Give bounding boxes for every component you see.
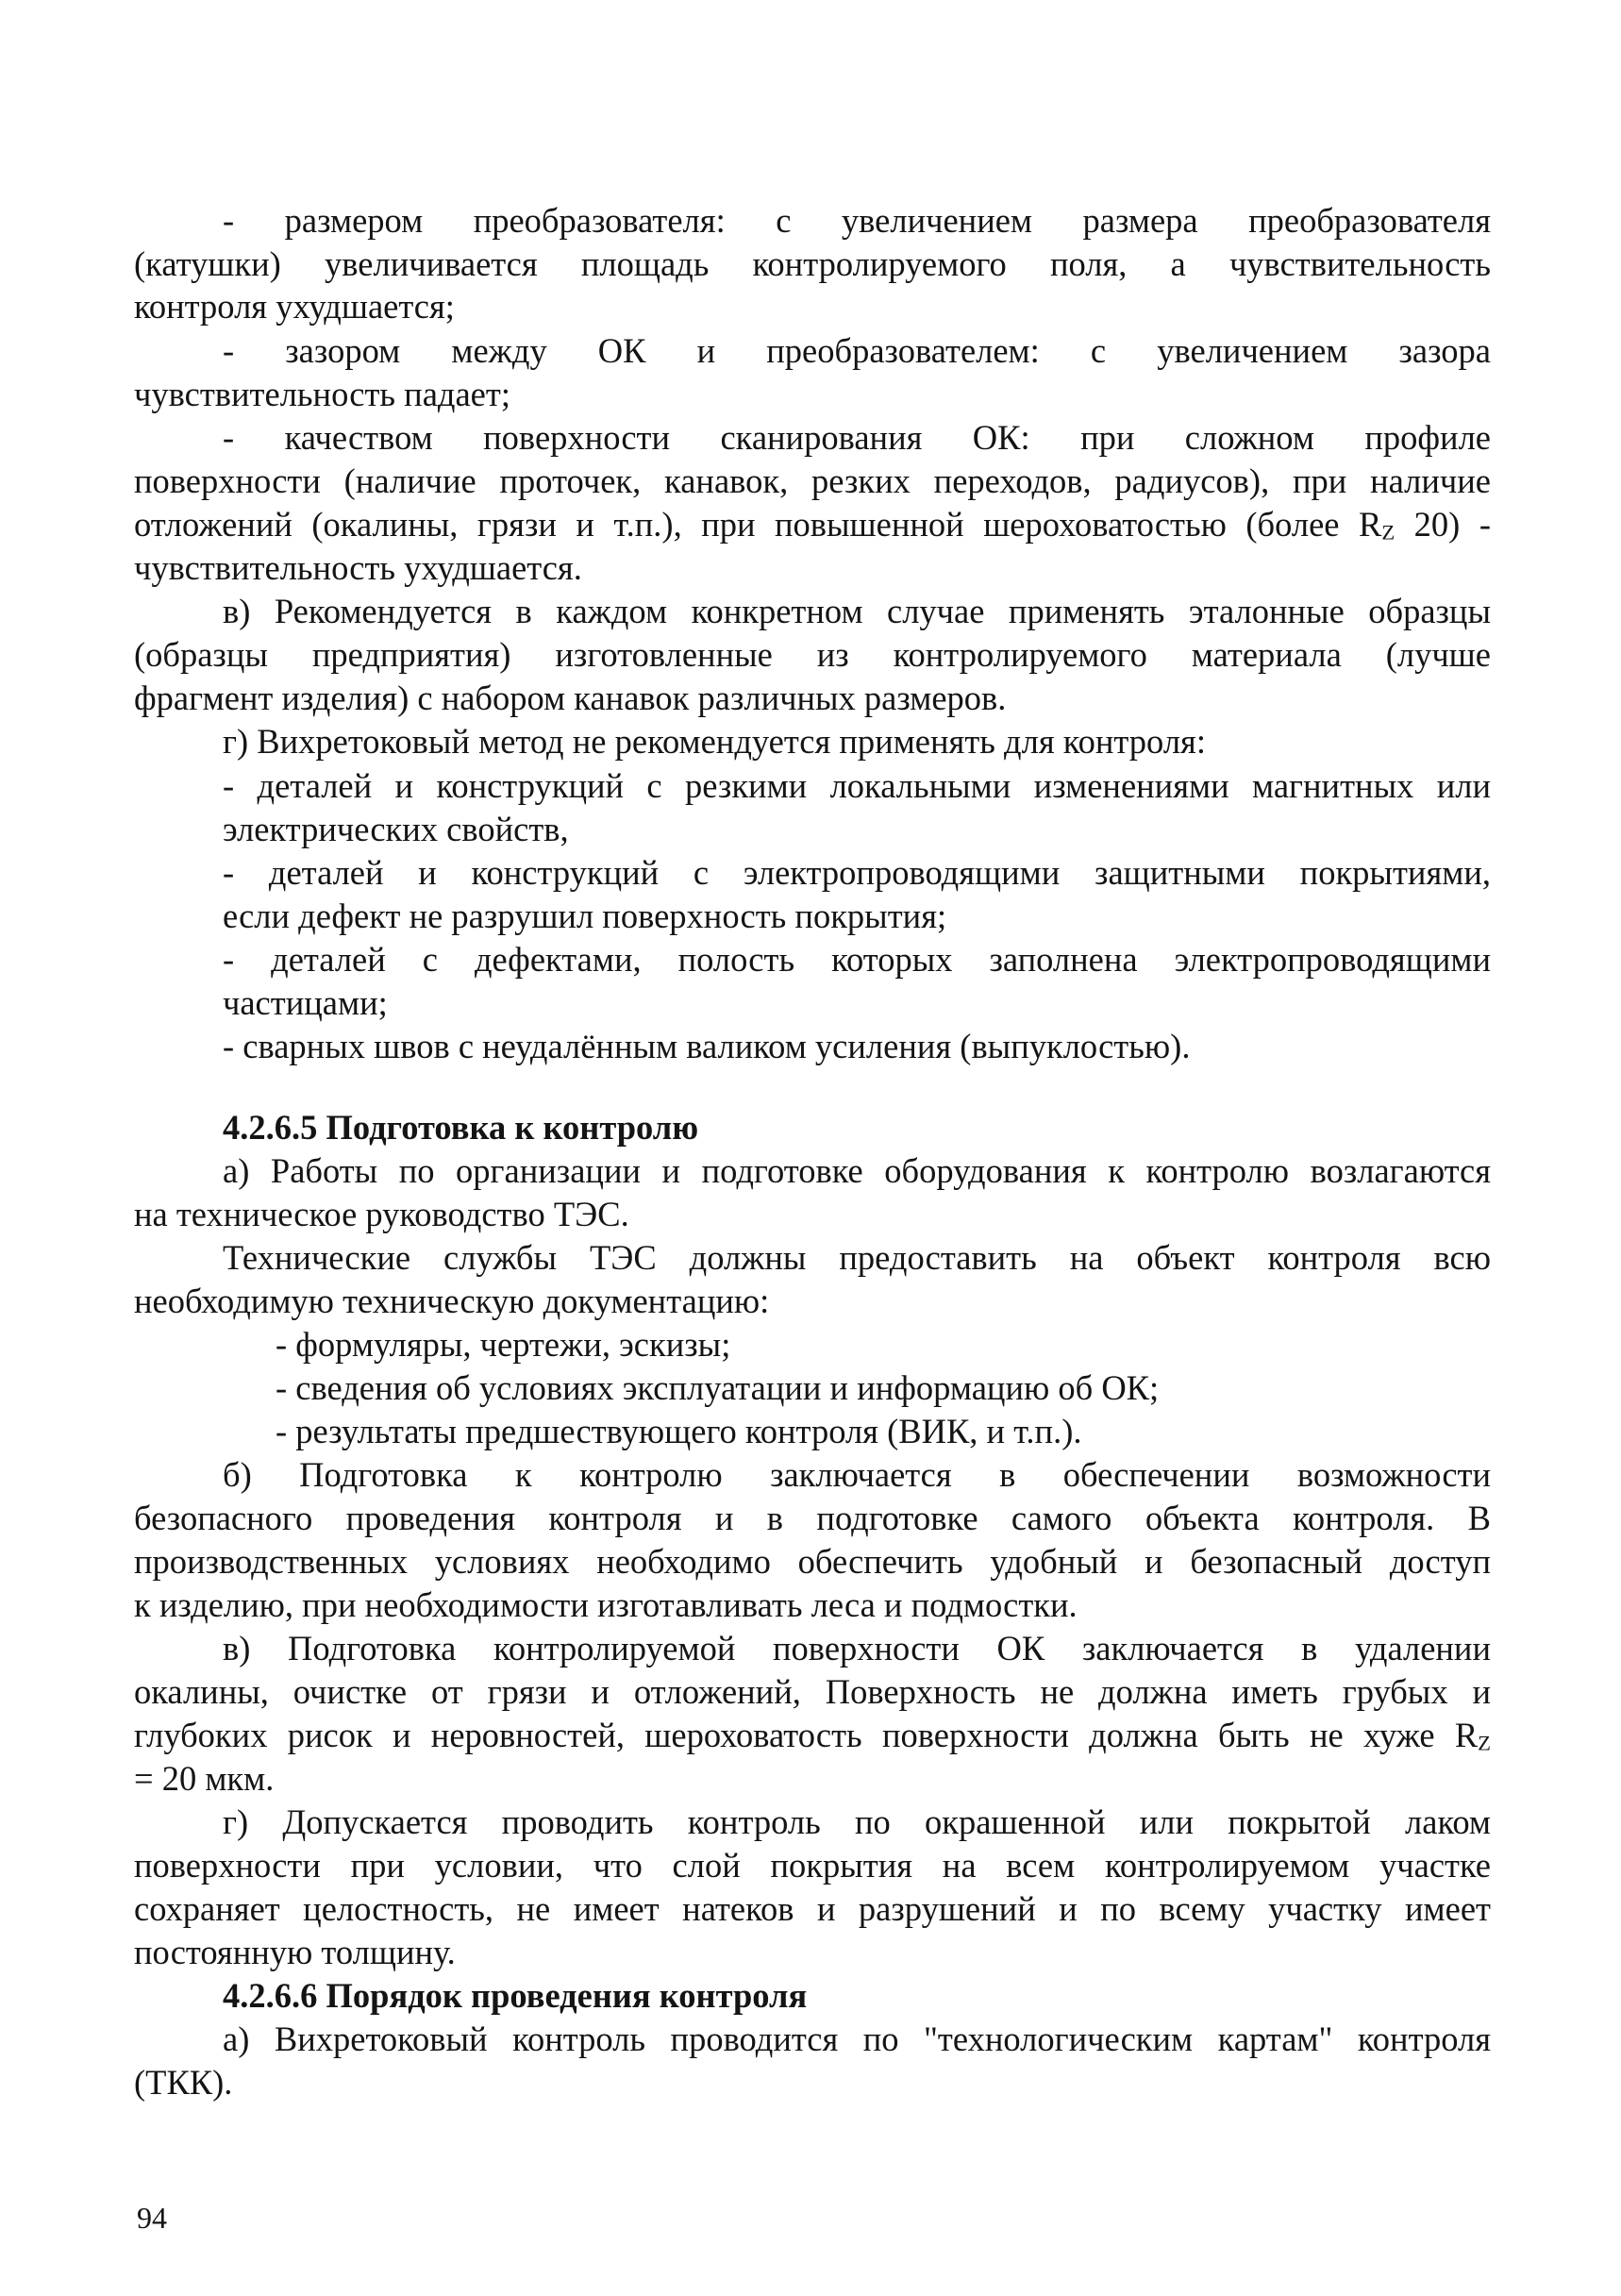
section-heading: 4.2.6.5 Подготовка к контролю [223,1108,699,1147]
text-line: фрагмент изделия) с набором канавок различных размеров. [134,679,1007,717]
text-line: - деталей с дефектами, полость которых заполнена электропроводящими [223,940,1491,979]
list-item: - сведения об условиях эксплуатации и информацию об ОК; [276,1368,1160,1407]
text-line: Технические службы ТЭС должны предоставить на объект контроля всю [223,1238,1491,1277]
text-line: г) Допускается проводить контроль по окрашенной или покрытой лаком [223,1802,1491,1841]
list-item: - результаты предшествующего контроля (ВИК, и т.п.). [276,1412,1082,1450]
text-line: - деталей и конструкций с электропроводящими защитными покрытиями, [223,853,1491,892]
text-line [134,1714,1491,1757]
text-line: = 20 мкм. [134,1759,275,1798]
subscript: Z [1381,520,1395,545]
text-line: а) Работы по организации и подготовке оборудования к контролю возлагаются [223,1151,1491,1190]
text-line: (ТКК). [134,2063,233,2102]
text-line: необходимую техническую документацию: [134,1282,770,1320]
text-line: - деталей и конструкций с резкими локальными изменениями магнитных или [223,766,1491,805]
text-line: - размером преобразователя: с увеличением размера преобразователя [223,201,1491,240]
text-line [134,503,1491,546]
text-line: чувствительность ухудшается. [134,548,582,587]
text-line: - качеством поверхности сканирования ОК: при сложном профиле [223,418,1491,457]
subscript: Z [1478,1731,1491,1755]
text-line: г) Вихретоковый метод не рекомендуется применять для контроля: [223,722,1206,761]
text-line: окалины, очистке от грязи и отложений, Поверхность не должна иметь грубых и [134,1672,1491,1711]
text-line: в) Подготовка контролируемой поверхности ОК заключается в удалении [223,1629,1491,1668]
text-line: поверхности (наличие проточек, канавок, резких переходов, радиусов), при наличие [134,461,1491,500]
text-line: частицами; [223,983,388,1022]
text-segment: 20) - [1395,505,1491,544]
text-line: безопасного проведения контроля и в подготовке самого объекта контроля. В [134,1499,1491,1537]
text-line: поверхности при условии, что слой покрытия на всем контролируемом участке [134,1846,1491,1885]
text-line: чувствительность падает; [134,375,510,413]
text-line: контроля ухудшается; [134,287,455,326]
text-line: (катушки) увеличивается площадь контролируемого поля, а чувствительность [134,244,1491,283]
text-segment: отложений (окалины, грязи и т.п.), при повышенной шероховатостью (более R [134,505,1382,544]
text-line: сохраняет целостность, не имеет натеков и разрушений и по всему участку имеет [134,1889,1491,1928]
text-line: к изделию, при необходимости изготавливать леса и подмостки. [134,1585,1078,1624]
text-line: (образцы предприятия) изготовленные из контролируемого материала (лучше [134,635,1491,674]
text-line: - сварных швов с неудалённым валиком усиления (выпуклостью). [223,1027,1191,1065]
text-line: электрических свойств, [223,810,569,848]
text-line: б) Подготовка к контролю заключается в обеспечении возможности [223,1455,1491,1494]
text-line: постоянную толщину. [134,1933,456,1971]
list-item: - формуляры, чертежи, эскизы; [276,1325,731,1364]
page-number: 94 [137,2201,167,2235]
text-line: а) Вихретоковый контроль проводится по "технологическим картам" контроля [223,2019,1491,2058]
text-line: на техническое руководство ТЭС. [134,1195,629,1233]
text-line: если дефект не разрушил поверхность покрытия; [223,897,947,935]
section-heading: 4.2.6.6 Порядок проведения контроля [223,1976,808,2015]
text-line: в) Рекомендуется в каждом конкретном случае применять эталонные образцы [223,592,1491,630]
text-segment: глубоких рисок и неровностей, шероховатость поверхности должна быть не хуже R [134,1716,1479,1754]
text-line: производственных условиях необходимо обеспечить удобный и безопасный доступ [134,1542,1491,1581]
text-line: - зазором между ОК и преобразователем: с увеличением зазора [223,331,1491,370]
